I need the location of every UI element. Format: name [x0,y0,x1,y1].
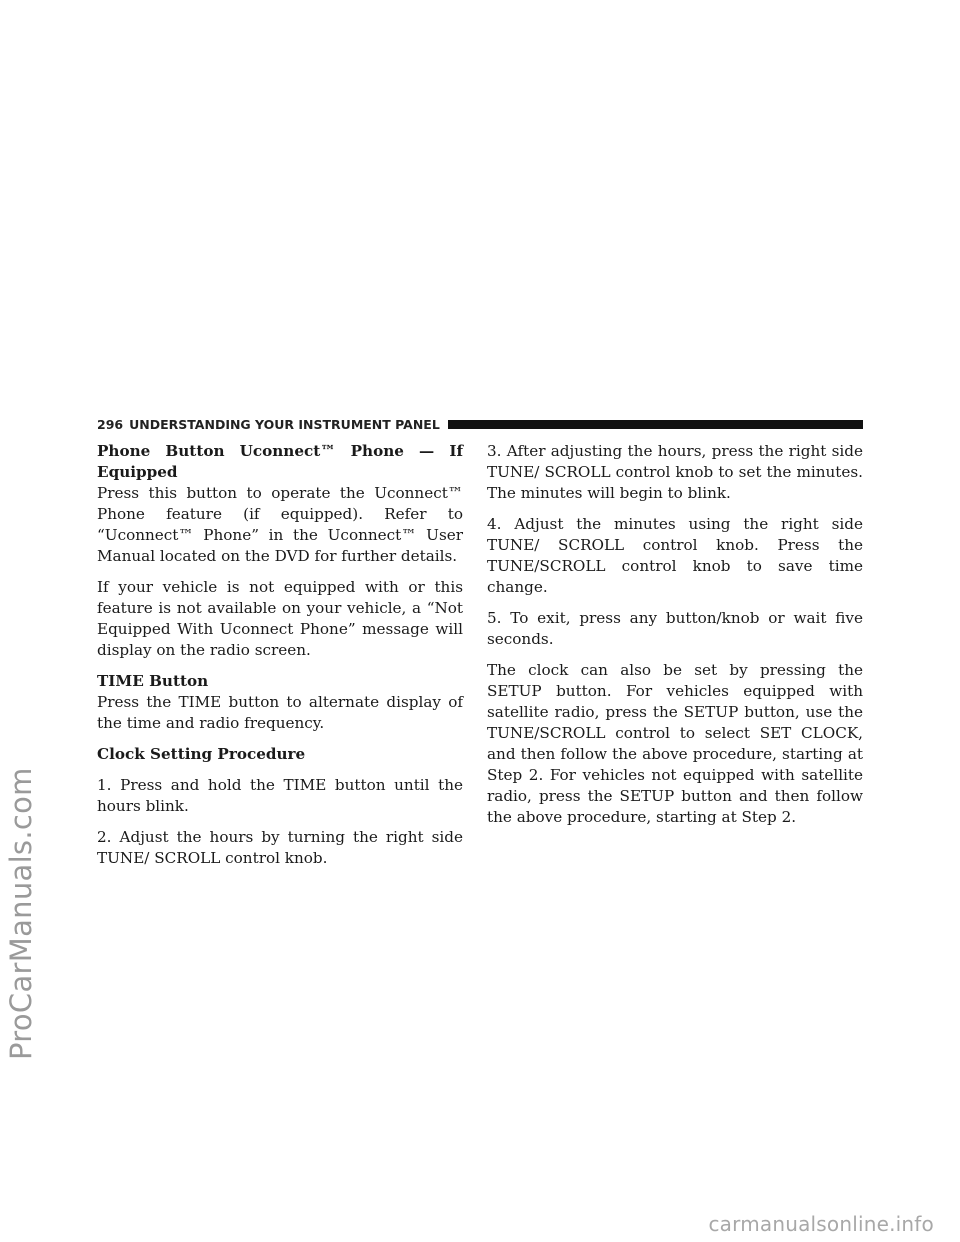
section-title: UNDERSTANDING YOUR INSTRUMENT PANEL [129,416,440,432]
clock-step-2: 2. Adjust the hours by turning the right side TUNE/ SCROLL control knob. [97,828,463,867]
right-column [487,441,863,838]
phone-paragraph-1: Press this button to operate the Uconnect™ Phone feature (if equipped). Refer to “Uconnect™ Phone” in the Uconnect™ User Manual located on the DVD for further details. [97,484,463,565]
setup-paragraph: The clock can also be set by pressing the SETUP button. For vehicles equipped with satellite radio, press the SETUP button, use the TUNE/SCROLL control to select SET CLOCK, and then follow the above procedure, starting at Step 2. For vehicles not equipped with satellite radio, press the SETUP button and then follow the above procedure, starting at Step 2. [487,661,863,826]
side-watermark: ProCarManuals.com [4,767,38,1060]
clock-step-4: 4. Adjust the minutes using the right side TUNE/ SCROLL control knob. Press the TUNE/SCROLL control knob to save time change. [487,515,863,596]
left-column [97,441,463,879]
clock-step-5: 5. To exit, press any button/knob or wait five seconds. [487,609,863,648]
page-header [97,415,863,433]
page-number: 296 [97,416,124,432]
time-button-paragraph: Press the TIME button to alternate display of the time and radio frequency. [97,693,463,732]
phone-paragraph-2: If your vehicle is not equipped with or this feature is not available on your vehicle, a “Not Equipped With Uconnect Phone” message will display on the radio screen. [97,578,463,659]
header-rule [448,420,863,429]
clock-setting-heading: Clock Setting Procedure [97,745,306,763]
clock-step-1: 1. Press and hold the TIME button until the hours blink. [97,776,463,815]
clock-step-3: 3. After adjusting the hours, press the right side TUNE/ SCROLL control knob to set the minutes. The minutes will begin to blink. [487,442,863,502]
bottom-watermark: carmanualsonline.info [708,1212,934,1236]
phone-button-heading: Phone Button Uconnect™ Phone — If Equipped [97,442,463,481]
time-button-heading: TIME Button [97,672,209,690]
